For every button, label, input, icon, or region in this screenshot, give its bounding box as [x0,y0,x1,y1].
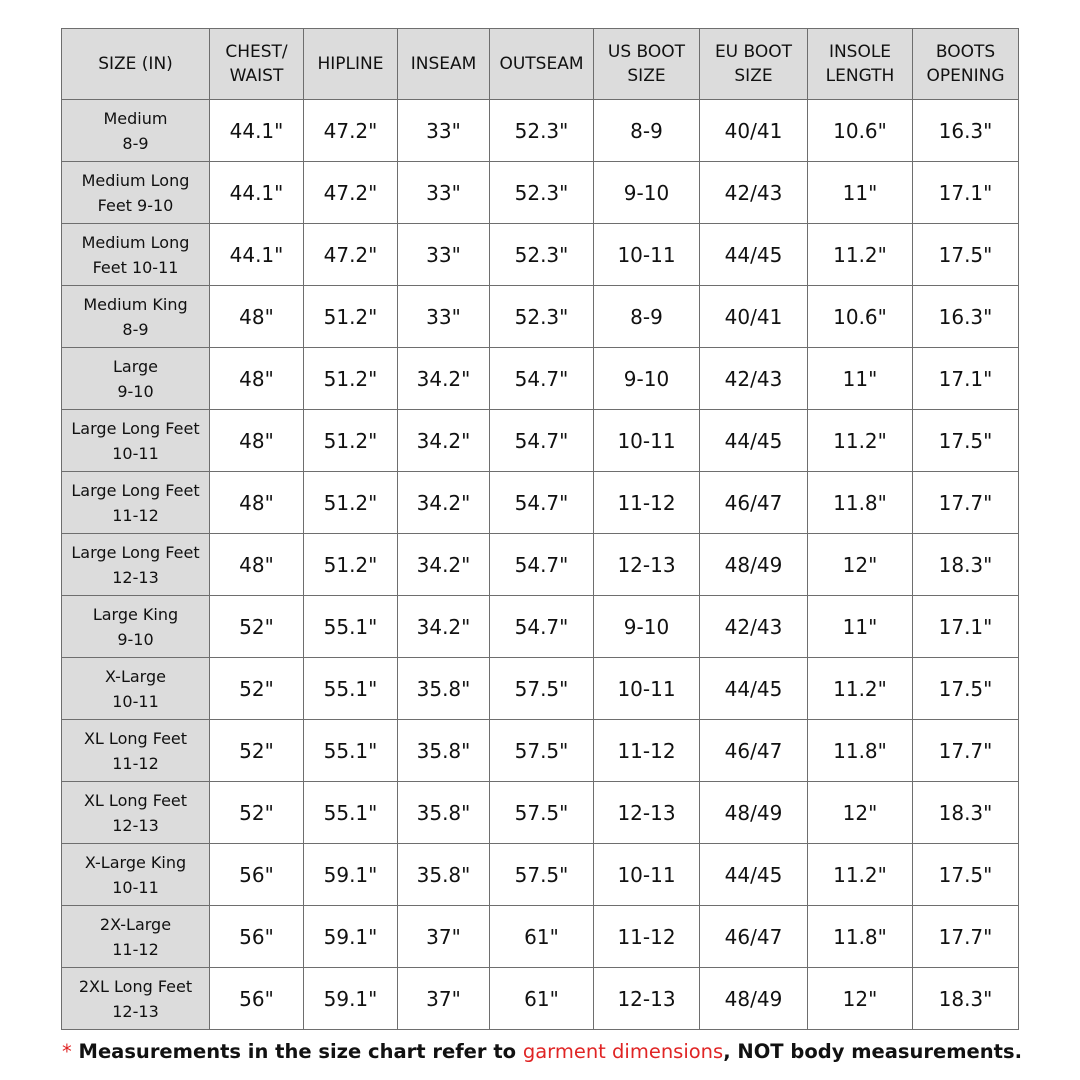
measurement-cell: 18.3" [913,782,1019,844]
measurement-cell: 11.2" [808,410,913,472]
measurement-cell: 35.8" [398,844,490,906]
measurement-cell: 44.1" [210,224,304,286]
column-header-line: WAIST [229,66,284,86]
measurement-cell: 48/49 [700,782,808,844]
table-row [62,844,1019,906]
measurement-cell: 57.5" [490,720,594,782]
measurement-cell: 52" [210,720,304,782]
table-row [62,224,1019,286]
measurement-cell: 57.5" [490,782,594,844]
footnote-text-start: Measurements in the size chart refer to [71,1040,523,1063]
measurement-cell: 11.2" [808,844,913,906]
measurement-cell: 10-11 [594,410,700,472]
size-label-line: 2XL Long Feet [78,976,193,996]
measurement-cell: 52.3" [490,100,594,162]
measurement-cell: 11.8" [808,720,913,782]
measurement-cell: 18.3" [913,968,1019,1030]
measurement-cell: 35.8" [398,720,490,782]
table-row [62,534,1019,596]
measurement-cell: 18.3" [913,534,1019,596]
measurement-cell: 11.8" [808,906,913,968]
measurement-cell: 8-9 [594,100,700,162]
size-label-line: 9-10 [117,629,154,649]
measurement-cell: 10.6" [808,286,913,348]
size-label-line: 11-12 [112,939,159,959]
measurement-cell: 61" [490,968,594,1030]
table-row [62,100,1019,162]
measurement-cell: 54.7" [490,534,594,596]
size-label-cell [62,720,210,782]
measurement-cell: 56" [210,844,304,906]
size-label-cell [62,968,210,1030]
table-row [62,162,1019,224]
size-label-line: Medium Long [81,170,190,190]
measurement-cell: 42/43 [700,348,808,410]
measurement-cell: 11-12 [594,472,700,534]
measurement-cell: 46/47 [700,472,808,534]
table-row [62,410,1019,472]
measurement-cell: 52.3" [490,224,594,286]
column-header-line: US BOOT [607,42,686,62]
column-header-line: EU BOOT [714,42,793,62]
measurement-cell: 52" [210,658,304,720]
measurement-cell: 33" [398,286,490,348]
measurement-cell: 10.6" [808,100,913,162]
table-row [62,348,1019,410]
measurement-cell: 59.1" [304,906,398,968]
measurement-cell: 11.2" [808,658,913,720]
size-label-line: Feet 10-11 [92,257,179,277]
measurement-cell: 52.3" [490,286,594,348]
measurement-cell: 54.7" [490,348,594,410]
table-body [62,100,1019,1030]
measurement-cell: 47.2" [304,224,398,286]
measurement-cell: 59.1" [304,968,398,1030]
measurement-cell: 12-13 [594,968,700,1030]
size-label-line: XL Long Feet [83,728,188,748]
size-label-line: 8-9 [122,133,149,153]
measurement-cell: 46/47 [700,906,808,968]
measurement-cell: 16.3" [913,100,1019,162]
column-header-line: SIZE [734,66,773,86]
measurement-cell: 9-10 [594,162,700,224]
size-label-line: Large [112,356,158,376]
size-label-line: 12-13 [112,815,159,835]
measurement-cell: 8-9 [594,286,700,348]
measurement-cell: 52" [210,782,304,844]
measurement-cell: 10-11 [594,844,700,906]
measurement-cell: 55.1" [304,720,398,782]
measurement-cell: 42/43 [700,596,808,658]
measurement-cell: 48" [210,286,304,348]
column-header-line: INSOLE [828,42,892,62]
size-label-line: Large Long Feet [71,480,200,500]
measurement-cell: 12" [808,968,913,1030]
measurement-cell: 35.8" [398,782,490,844]
measurement-cell: 17.5" [913,658,1019,720]
column-header-line: INSEAM [410,54,477,74]
measurement-cell: 48" [210,472,304,534]
size-label-line: 12-13 [112,1001,159,1021]
measurement-cell: 34.2" [398,472,490,534]
table-row [62,596,1019,658]
size-label-line: Large King [92,604,179,624]
measurement-cell: 52" [210,596,304,658]
measurement-cell: 51.2" [304,472,398,534]
size-label-line: 2X-Large [99,914,172,934]
measurement-cell: 37" [398,968,490,1030]
table-row [62,782,1019,844]
measurement-cell: 51.2" [304,286,398,348]
measurement-cell: 34.2" [398,596,490,658]
measurement-cell: 61" [490,906,594,968]
column-header [490,29,594,100]
measurement-cell: 33" [398,224,490,286]
measurement-cell: 17.1" [913,596,1019,658]
size-label-cell [62,472,210,534]
measurement-cell: 56" [210,906,304,968]
measurement-cell: 57.5" [490,658,594,720]
measurement-cell: 17.1" [913,348,1019,410]
size-chart-table [61,28,1019,1030]
footnote-asterisk: * [62,1040,72,1063]
column-header [304,29,398,100]
measurement-cell: 44/45 [700,844,808,906]
size-label-line: 8-9 [122,319,149,339]
table-row [62,968,1019,1030]
measurement-cell: 12-13 [594,782,700,844]
column-header [398,29,490,100]
measurement-cell: 35.8" [398,658,490,720]
column-header [700,29,808,100]
measurement-cell: 46/47 [700,720,808,782]
measurement-cell: 12" [808,534,913,596]
size-label-cell [62,410,210,472]
measurement-cell: 54.7" [490,410,594,472]
size-label-line: Medium King [83,294,188,314]
measurement-cell: 57.5" [490,844,594,906]
size-label-line: 10-11 [112,443,159,463]
measurement-cell: 11" [808,162,913,224]
table-row [62,472,1019,534]
measurement-cell: 9-10 [594,348,700,410]
measurement-cell: 9-10 [594,596,700,658]
measurement-cell: 10-11 [594,224,700,286]
table-row [62,906,1019,968]
size-label-cell [62,100,210,162]
measurement-cell: 11.2" [808,224,913,286]
measurement-cell: 40/41 [700,286,808,348]
measurement-cell: 33" [398,162,490,224]
measurement-cell: 37" [398,906,490,968]
table-row [62,720,1019,782]
measurement-cell: 11" [808,596,913,658]
column-header [210,29,304,100]
size-label-line: Feet 9-10 [97,195,174,215]
measurement-cell: 11.8" [808,472,913,534]
size-label-line: Medium Long [81,232,190,252]
measurement-cell: 11" [808,348,913,410]
measurement-cell: 34.2" [398,410,490,472]
measurement-cell: 44.1" [210,100,304,162]
measurement-cell: 47.2" [304,162,398,224]
measurement-cell: 44/45 [700,410,808,472]
size-label-line: 9-10 [117,381,154,401]
measurement-cell: 56" [210,968,304,1030]
measurement-cell: 17.5" [913,844,1019,906]
measurement-cell: 51.2" [304,410,398,472]
column-header-line: SIZE [627,66,666,86]
measurement-cell: 16.3" [913,286,1019,348]
column-header-line: SIZE (IN) [98,54,173,74]
size-label-cell [62,658,210,720]
size-label-line: 11-12 [112,753,159,773]
measurement-cell: 17.7" [913,906,1019,968]
size-label-cell [62,534,210,596]
measurement-cell: 55.1" [304,658,398,720]
size-label-line: 12-13 [112,567,159,587]
size-label-cell [62,162,210,224]
footnote-highlight: garment dimensions [522,1040,724,1063]
table-row [62,286,1019,348]
measurement-cell: 59.1" [304,844,398,906]
column-header-line: BOOTS [935,42,996,62]
size-label-cell [62,348,210,410]
table-header [62,29,1019,100]
measurement-cell: 17.7" [913,472,1019,534]
measurement-cell: 12-13 [594,534,700,596]
measurement-cell: 48" [210,348,304,410]
measurement-cell: 42/43 [700,162,808,224]
size-label-line: Large Long Feet [71,542,200,562]
column-header [594,29,700,100]
size-label-cell [62,782,210,844]
measurement-cell: 34.2" [398,348,490,410]
measurement-cell: 48" [210,410,304,472]
column-header [808,29,913,100]
measurement-cell: 17.1" [913,162,1019,224]
column-header [913,29,1019,100]
size-label-cell [62,224,210,286]
measurement-cell: 48/49 [700,534,808,596]
measurement-cell: 34.2" [398,534,490,596]
measurement-cell: 54.7" [490,596,594,658]
header-row [62,29,1019,100]
column-header-line: OUTSEAM [499,54,584,74]
measurement-cell: 33" [398,100,490,162]
size-label-cell [62,906,210,968]
measurement-cell: 51.2" [304,348,398,410]
column-header-line: CHEST/ [225,42,288,62]
measurement-cell: 47.2" [304,100,398,162]
measurement-cell: 44.1" [210,162,304,224]
size-label-line: Large Long Feet [71,418,200,438]
measurement-cell: 51.2" [304,534,398,596]
measurement-cell: 55.1" [304,596,398,658]
measurement-cell: 11-12 [594,720,700,782]
column-header-line: LENGTH [825,66,895,86]
measurement-cell: 48/49 [700,968,808,1030]
measurement-cell: 40/41 [700,100,808,162]
measurement-cell: 11-12 [594,906,700,968]
column-header-line: HIPLINE [317,54,384,74]
size-label-cell [62,286,210,348]
column-header-line: OPENING [926,66,1005,86]
footnote-text-end: , NOT body measurements. [723,1040,1022,1063]
measurement-cell: 54.7" [490,472,594,534]
table-row [62,658,1019,720]
column-header [62,29,210,100]
measurement-cell: 44/45 [700,224,808,286]
size-label-line: 10-11 [112,691,159,711]
measurement-cell: 52.3" [490,162,594,224]
measurement-cell: 17.5" [913,224,1019,286]
size-label-cell [62,596,210,658]
size-label-line: 11-12 [112,505,159,525]
size-label-line: X-Large King [84,852,187,872]
size-label-line: X-Large [105,666,166,686]
size-label-cell [62,844,210,906]
measurement-cell: 48" [210,534,304,596]
footnote [62,1040,1072,1063]
measurement-cell: 44/45 [700,658,808,720]
size-label-line: XL Long Feet [83,790,188,810]
measurement-cell: 10-11 [594,658,700,720]
measurement-cell: 55.1" [304,782,398,844]
measurement-cell: 12" [808,782,913,844]
size-label-line: 10-11 [112,877,159,897]
measurement-cell: 17.5" [913,410,1019,472]
size-label-line: Medium [103,108,168,128]
measurement-cell: 17.7" [913,720,1019,782]
